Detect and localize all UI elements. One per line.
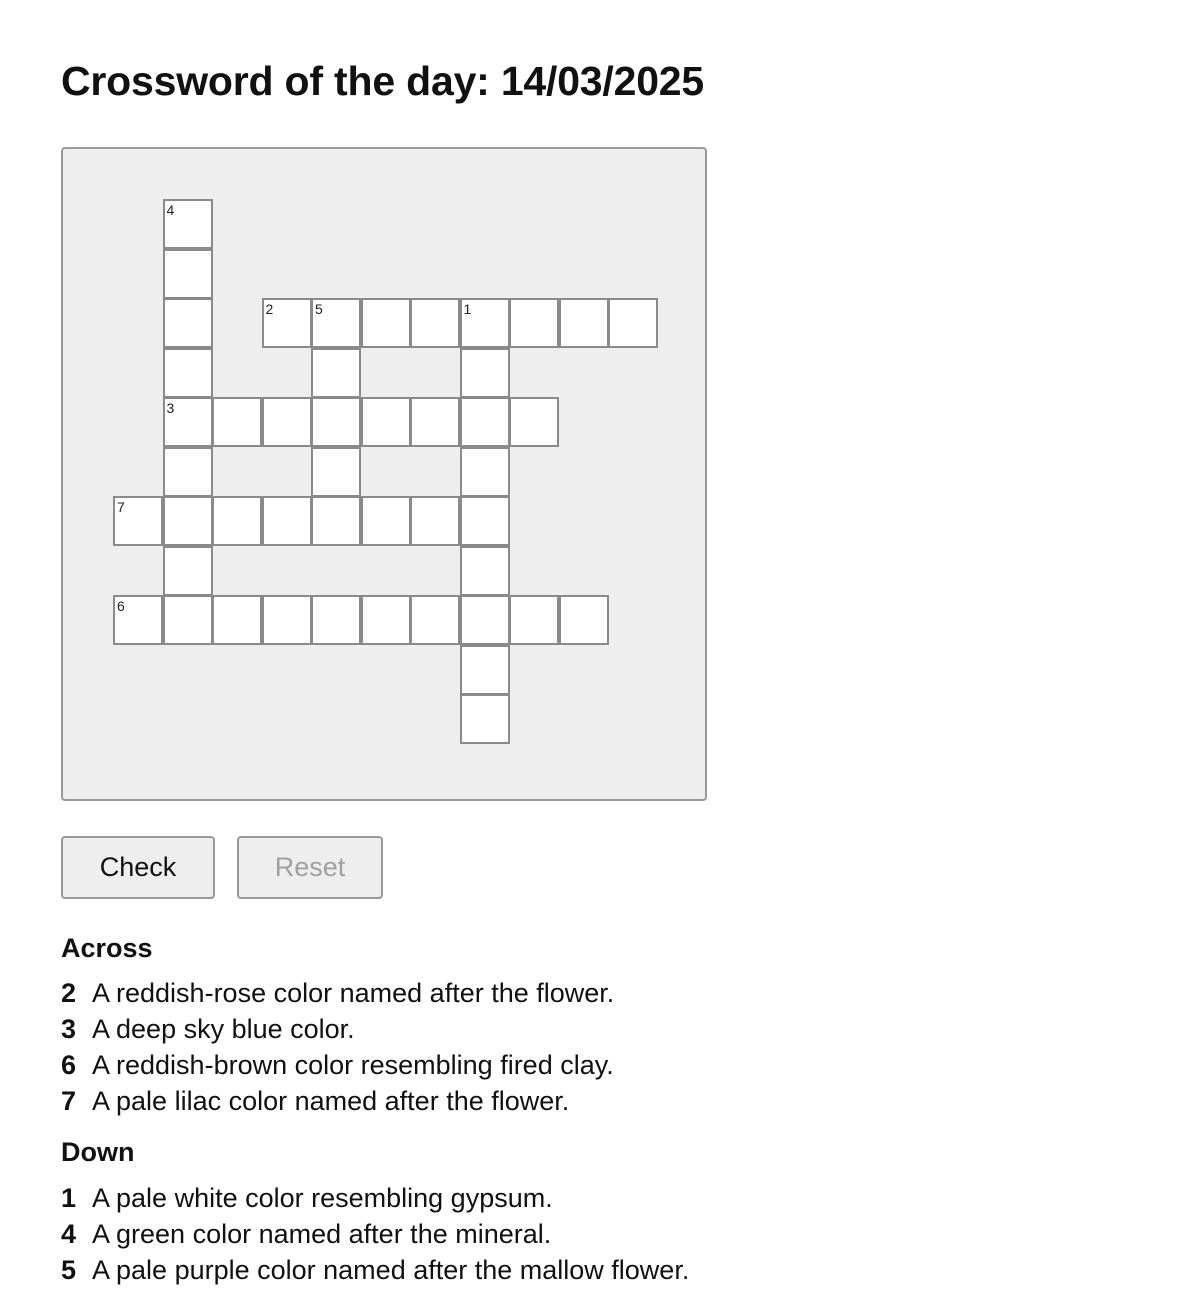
grid-cell[interactable] — [410, 496, 460, 546]
grid-cell[interactable] — [163, 298, 213, 348]
grid-cell[interactable] — [410, 397, 460, 447]
across-clue — [61, 1047, 614, 1083]
grid-cell[interactable] — [311, 595, 361, 645]
cell-number: 6 — [117, 598, 125, 614]
reset-button[interactable]: Reset — [237, 836, 383, 899]
clue-text: A pale lilac color named after the flower. — [92, 1086, 570, 1116]
grid-cell[interactable] — [361, 298, 411, 348]
across-clue — [61, 1083, 614, 1119]
cell-number: 7 — [117, 499, 125, 515]
cell-number: 3 — [166, 400, 175, 416]
down-clue — [61, 1216, 689, 1252]
check-button[interactable]: Check — [61, 836, 215, 899]
grid-cell[interactable] — [509, 595, 559, 645]
grid-cell[interactable] — [163, 397, 213, 447]
grid-cell[interactable] — [212, 496, 262, 546]
down-clue — [61, 1252, 689, 1288]
grid-cell[interactable] — [460, 397, 510, 447]
grid-cell[interactable] — [163, 199, 213, 249]
grid-cell[interactable] — [212, 397, 262, 447]
clue-text: A pale white color resembling gypsum. — [92, 1183, 553, 1213]
grid-cell[interactable] — [410, 298, 460, 348]
clue-number: 7 — [61, 1086, 77, 1116]
grid-cell[interactable] — [460, 694, 510, 744]
cell-number: 5 — [315, 301, 323, 317]
grid-cell[interactable] — [509, 397, 559, 447]
grid-cell[interactable] — [163, 496, 213, 546]
down-clue-list — [61, 1180, 689, 1288]
grid-cell[interactable] — [262, 298, 312, 348]
grid-cell[interactable] — [163, 348, 213, 398]
down-heading: Down — [61, 1137, 135, 1167]
cell-number: 2 — [265, 301, 274, 317]
grid-cell[interactable] — [460, 348, 510, 398]
crossword-grid — [61, 147, 707, 801]
grid-cell[interactable] — [311, 397, 361, 447]
grid-cell[interactable] — [163, 249, 213, 299]
grid-cell[interactable] — [163, 595, 213, 645]
across-clue — [61, 1011, 614, 1047]
grid-cell[interactable] — [311, 447, 361, 497]
clue-number: 1 — [61, 1183, 77, 1213]
across-heading: Across — [61, 933, 153, 963]
grid-cell[interactable] — [460, 645, 510, 695]
grid-cell[interactable] — [460, 546, 510, 596]
cell-number: 4 — [166, 202, 175, 218]
grid-cell[interactable] — [460, 595, 510, 645]
clue-text: A green color named after the mineral. — [92, 1219, 552, 1249]
grid-cell[interactable] — [410, 595, 460, 645]
grid-cell[interactable] — [113, 496, 163, 546]
grid-cell[interactable] — [262, 595, 312, 645]
clue-number: 6 — [61, 1050, 77, 1080]
grid-cell[interactable] — [361, 496, 411, 546]
grid-cell[interactable] — [163, 546, 213, 596]
grid-cell[interactable] — [311, 496, 361, 546]
grid-cell[interactable] — [460, 447, 510, 497]
down-clue — [61, 1180, 689, 1216]
clue-number: 3 — [61, 1014, 77, 1044]
cell-number: 1 — [463, 301, 472, 317]
grid-cell[interactable] — [361, 397, 411, 447]
clue-text: A pale purple color named after the mallow flower. — [92, 1255, 690, 1285]
grid-cell[interactable] — [311, 348, 361, 398]
grid-cell[interactable] — [113, 595, 163, 645]
grid-cell[interactable] — [311, 298, 361, 348]
clue-number: 2 — [61, 978, 77, 1008]
grid-cell[interactable] — [509, 298, 559, 348]
grid-cell[interactable] — [262, 397, 312, 447]
grid-cell[interactable] — [559, 595, 609, 645]
grid-cell[interactable] — [163, 447, 213, 497]
page-title: Crossword of the day: 14/03/2025 — [61, 58, 705, 104]
clue-text: A reddish-rose color named after the flower. — [92, 978, 615, 1008]
clue-text: A reddish-brown color resembling fired clay. — [92, 1050, 614, 1080]
clue-number: 5 — [61, 1255, 77, 1285]
grid-cell[interactable] — [361, 595, 411, 645]
across-clue-list — [61, 975, 614, 1119]
grid-cell[interactable] — [559, 298, 609, 348]
grid-cell[interactable] — [262, 496, 312, 546]
clue-text: A deep sky blue color. — [92, 1014, 355, 1044]
grid-cell[interactable] — [212, 595, 262, 645]
grid-cell[interactable] — [460, 496, 510, 546]
across-clue — [61, 975, 614, 1011]
grid-cell[interactable] — [608, 298, 658, 348]
grid-cell[interactable] — [460, 298, 510, 348]
clue-number: 4 — [61, 1219, 77, 1249]
